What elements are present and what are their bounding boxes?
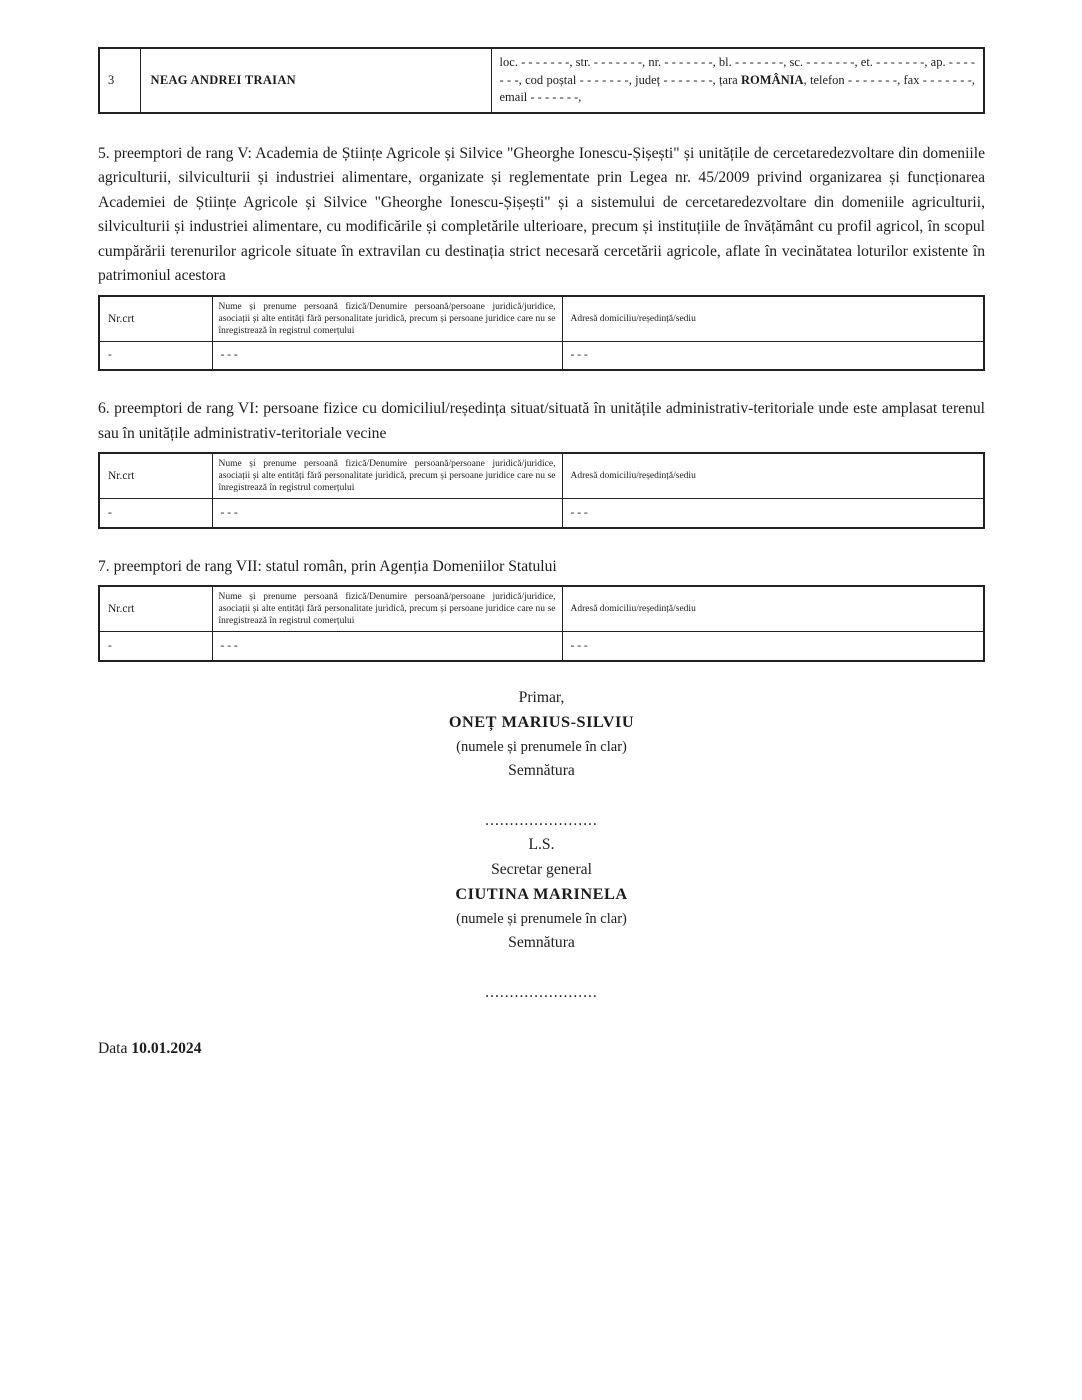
primar-signature-label: Semnătura <box>508 762 575 779</box>
header-address-cell: Adresă domiciliu/reședință/sediu <box>562 296 984 342</box>
secretar-name-note: (numele și prenumele în clar) <box>456 910 627 927</box>
address-text: loc. - - - - - - -, str. - - - - - - -, nr. - - - - - - -, bl. - - - - - - -, sc. - - - - - - -, et. - - - - - - -, ap. - - - - - - -, cod poștal - - - - - - -, județ - - - - - - -, țara <box>499 55 975 87</box>
secretar-title: Secretar general <box>491 860 592 878</box>
table-empty-row <box>99 341 984 370</box>
empty-name-cell: - - - <box>212 341 562 370</box>
empty-name-cell: - - - <box>212 499 562 528</box>
address-cell <box>491 48 984 113</box>
rank-vi-table <box>98 452 985 529</box>
signature-area <box>98 686 985 1006</box>
section-5-paragraph: 5. preemptori de rang V: Academia de Științe Agricole și Silvice "Gheorghe Ionescu-Șișești" și unitățile de cercetaredezvoltare din domeniile agriculturii, silviculturii și industriei alimentare, organizate și reglementate prin Legea nr. 45/2009 privind organizarea și funcționarea Academiei de Științe Agricole și Silvice "Gheorghe Ionescu-Șișești" și a sistemului de cercetaredezvoltare din domeniile agriculturii, silviculturii și industriei alimentare, cu modificările și completările ulterioare, precum și instituțiile de învățământ cu profil agricol, în scopul cumpărării terenurilor agricole situate în extravilan cu destinația strict necesară cercetării agricole, aflate în vecinătatea loturilor existente în patrimoniul acestora <box>98 144 985 284</box>
primar-signature-block <box>98 686 985 834</box>
primar-title: Primar, <box>518 688 565 706</box>
table-header-row <box>99 296 984 342</box>
empty-address-cell: - - - <box>562 632 984 661</box>
preemptor-entry-table <box>98 47 985 114</box>
header-address-cell: Adresă domiciliu/reședință/sediu <box>562 586 984 632</box>
secretar-signature-label: Semnătura <box>508 934 575 951</box>
secretar-name: CIUTINA MARINELA <box>455 884 628 903</box>
table-empty-row <box>99 632 984 661</box>
section-7-paragraph: 7. preemptori de rang VII: statul român, prin Agenția Domeniilor Statului <box>98 557 557 575</box>
empty-nr-cell: - <box>99 499 212 528</box>
rank-vii-table <box>98 585 985 662</box>
primar-name-note: (numele și prenumele în clar) <box>456 738 627 755</box>
empty-nr-cell: - <box>99 632 212 661</box>
primar-name: ONEȚ MARIUS-SILVIU <box>448 712 635 731</box>
header-address-cell: Adresă domiciliu/reședință/sediu <box>562 453 984 499</box>
rank-v-table <box>98 295 985 372</box>
section-6-paragraph: 6. preemptori de rang VI: persoane fizice cu domiciliul/reședința situat/situată în unitățile administrativ-teritoriale unde este amplasat terenul sau în unitățile administrativ-teritoriale vecine <box>98 400 985 442</box>
ls-label: L.S. <box>528 836 555 853</box>
person-name-cell: NEAG ANDREI TRAIAN <box>140 48 491 113</box>
empty-address-cell: - - - <box>562 341 984 370</box>
preemptor-entry-row <box>99 48 984 113</box>
empty-name-cell: - - - <box>212 632 562 661</box>
header-name-cell: Nume și prenume persoană fizică/Denumire persoană/persoane juridică/juridice, asociații și alte entități fără personalitate juridică, precum și persoane juridice care nu se înregistrează în registrul comerțului <box>212 586 562 632</box>
header-nr-cell: Nr.crt <box>99 586 212 632</box>
header-nr-cell: Nr.crt <box>99 453 212 499</box>
address-country: ROMÂNIA <box>741 72 804 87</box>
empty-address-cell: - - - <box>562 499 984 528</box>
header-name-cell: Nume și prenume persoană fizică/Denumire persoană/persoane juridică/juridice, asociații și alte entități fără personalitate juridică, precum și persoane juridice care nu se înregistrează în registrul comerțului <box>212 453 562 499</box>
row-number-cell: 3 <box>99 48 140 113</box>
empty-nr-cell: - <box>99 341 212 370</box>
primar-signature-dots: ....................... <box>485 811 598 829</box>
address-text-suffix: , telefon - - - - - - -, fax - - - - - - -, email - - - - - - -, <box>499 72 975 104</box>
date-value: 10.01.2024 <box>131 1040 202 1057</box>
header-nr-cell: Nr.crt <box>99 296 212 342</box>
table-empty-row <box>99 499 984 528</box>
secretar-signature-dots: ....................... <box>485 983 598 1001</box>
table-header-row <box>99 453 984 499</box>
table-header-row <box>99 586 984 632</box>
secretar-signature-block <box>98 858 985 1006</box>
date-label: Data <box>98 1040 132 1057</box>
header-name-cell: Nume și prenume persoană fizică/Denumire persoană/persoane juridică/juridice, asociații și alte entități fără personalitate juridică, precum și persoane juridice care nu se înregistrează în registrul comerțului <box>212 296 562 342</box>
date-line <box>98 1037 985 1062</box>
